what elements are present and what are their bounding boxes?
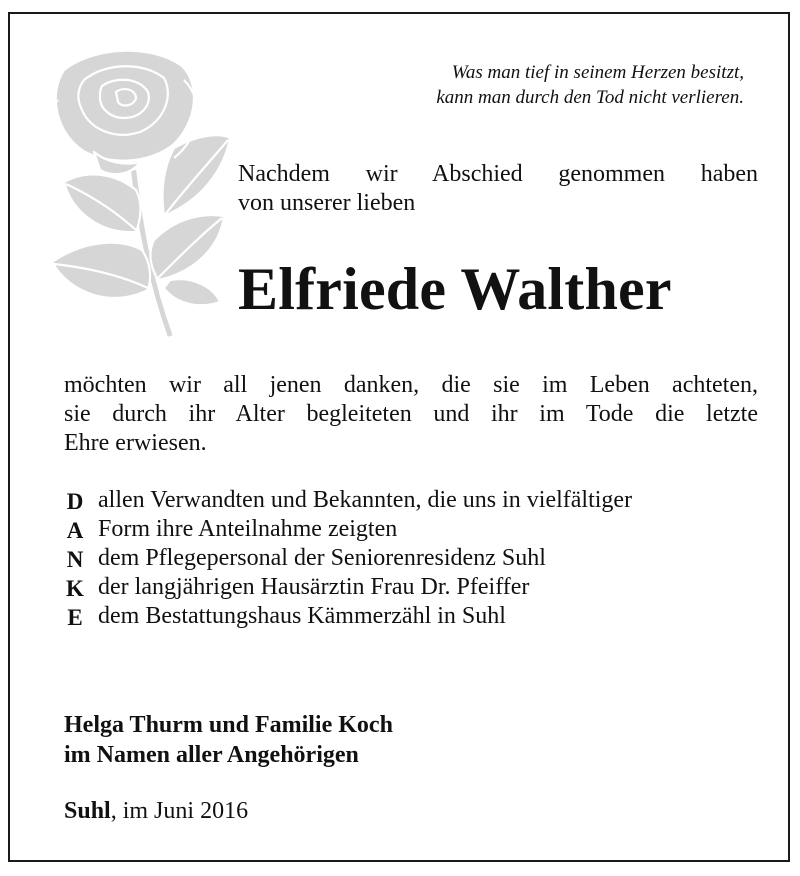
- danke-text: der langjährigen Hausärztin Frau Dr. Pfeiffer: [98, 574, 530, 600]
- danke-row: [64, 516, 764, 545]
- thanks-line: Ehre erwiesen.: [64, 430, 207, 456]
- deceased-name: Elfriede Walther: [238, 256, 672, 322]
- thanks-line: möchten wir all jenen danken, die sie im Leben achteten,: [64, 372, 758, 398]
- danke-row: [64, 487, 764, 516]
- danke-text: dem Bestattungshaus Kämmerzähl in Suhl: [98, 603, 506, 629]
- obituary-frame: [8, 12, 790, 862]
- signature-line: im Namen aller Angehörigen: [64, 742, 359, 768]
- quote-line: Was man tief in seinem Herzen besitzt,: [451, 62, 744, 83]
- danke-row: [64, 545, 764, 574]
- danke-letter: K: [66, 576, 84, 601]
- danke-text: Form ihre Anteilnahme zeigten: [98, 516, 398, 542]
- rose-icon: [24, 40, 234, 340]
- danke-letter: N: [66, 547, 84, 572]
- thanks-line: sie durch ihr Alter begleiteten und ihr im Tode die letzte: [64, 401, 758, 427]
- danke-letter: E: [67, 605, 83, 630]
- signature-line: Helga Thurm und Familie Koch: [64, 712, 393, 738]
- danke-text: allen Verwandten und Bekannten, die uns in vielfältiger: [98, 487, 633, 513]
- intro-text: [238, 160, 758, 218]
- danke-row: [64, 574, 764, 603]
- intro-line: von unserer lieben: [238, 190, 416, 216]
- danke-text: dem Pflegepersonal der Seniorenresidenz Suhl: [98, 545, 546, 571]
- place-name: Suhl: [64, 798, 111, 824]
- danke-letter: D: [66, 489, 84, 514]
- danke-letter: A: [66, 518, 84, 543]
- intro-line: Nachdem wir Abschied genommen haben: [238, 161, 758, 187]
- date-text: , im Juni 2016: [110, 798, 249, 824]
- thanks-paragraph: [64, 371, 758, 458]
- epitaph-quote: [436, 60, 744, 110]
- danke-list: [64, 487, 764, 632]
- danke-row: [64, 603, 764, 632]
- quote-line: kann man durch den Tod nicht verlieren.: [436, 87, 744, 108]
- signature-block: [64, 710, 393, 770]
- place-date: [64, 798, 248, 825]
